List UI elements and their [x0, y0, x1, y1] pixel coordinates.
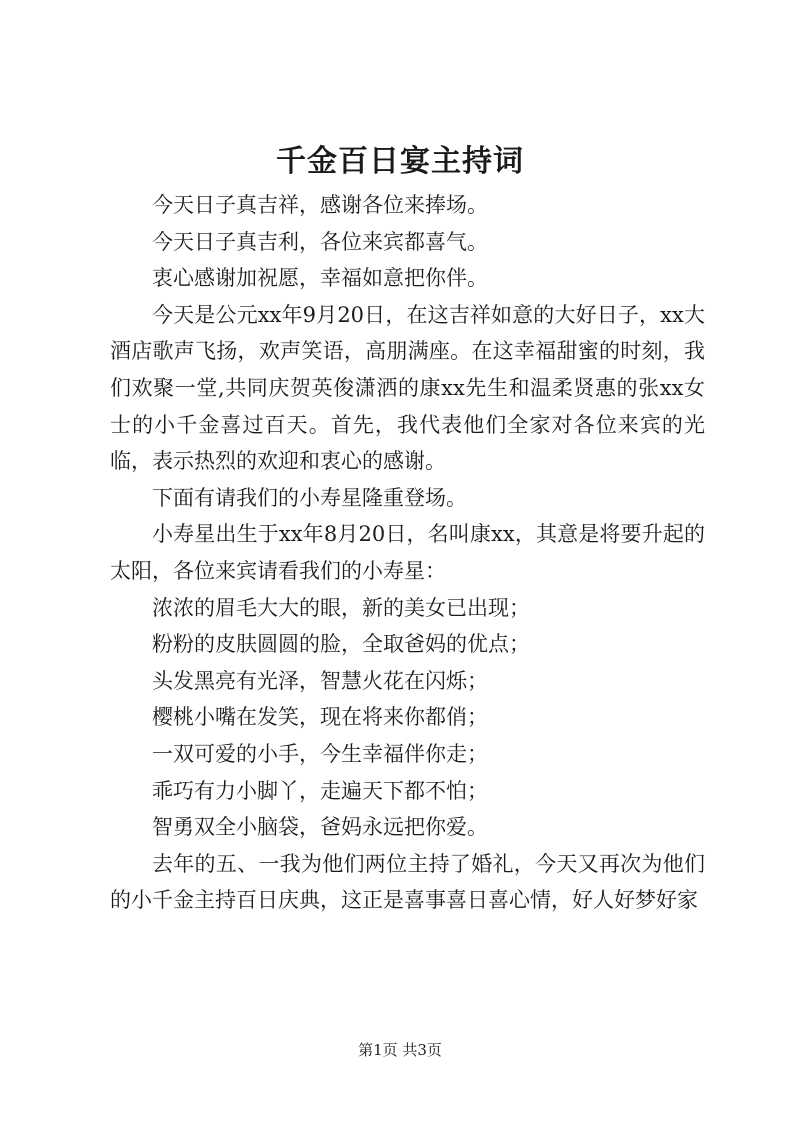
- paragraph: 小寿星出生于xx年8月20日，名叫康xx，其意是将要升起的太阳，各位来宾请看我们的小寿星：: [110, 522, 705, 583]
- paragraph: 衷心感谢加祝愿，幸福如意把你伴。: [152, 266, 488, 291]
- poem-line: 乖巧有力小脚丫，走遍天下都不怕；: [152, 778, 488, 803]
- poem-line: 樱桃小嘴在发笑，现在将来你都俏；: [152, 705, 488, 730]
- poem-line: 头发黑亮有光泽，智慧火花在闪烁；: [152, 668, 488, 693]
- paragraph: 去年的五、一我为他们两位主持了婚礼，今天又再次为他们的小千金主持百日庆典，这正是喜事喜日喜心情，好人好梦好家: [110, 851, 705, 913]
- page-footer: 第1页 共3页: [358, 1041, 442, 1059]
- poem-line: 一双可爱的小手，今生幸福伴你走；: [152, 741, 488, 766]
- paragraph: 今天是公元xx年9月20日，在这吉祥如意的大好日子，xx大酒店歌声飞扬，欢声笑语，高朋满座。在这幸福甜蜜的时刻，我们欢聚一堂,共同庆贺英俊潇洒的康xx先生和温柔贤惠的张xx女士的小千金喜过百天。首先，我代表他们全家对各位来宾的光临，表示热烈的欢迎和衷心的感谢。: [110, 302, 705, 474]
- document-title: 千金百日宴主持词: [276, 144, 524, 179]
- paragraph: 今天日子真吉祥，感谢各位来捧场。: [152, 193, 488, 217]
- poem-line: 智勇双全小脑袋，爸妈永远把你爱。: [152, 815, 488, 840]
- poem-line: 浓浓的眉毛大大的眼，新的美女已出现；: [152, 595, 530, 620]
- paragraph: 下面有请我们的小寿星隆重登场。: [152, 485, 467, 510]
- document-body: [110, 187, 705, 919]
- poem-line: 粉粉的皮肤圆圆的脸，全取爸妈的优点；: [152, 632, 530, 657]
- paragraph: 今天日子真吉利，各位来宾都喜气。: [152, 229, 488, 254]
